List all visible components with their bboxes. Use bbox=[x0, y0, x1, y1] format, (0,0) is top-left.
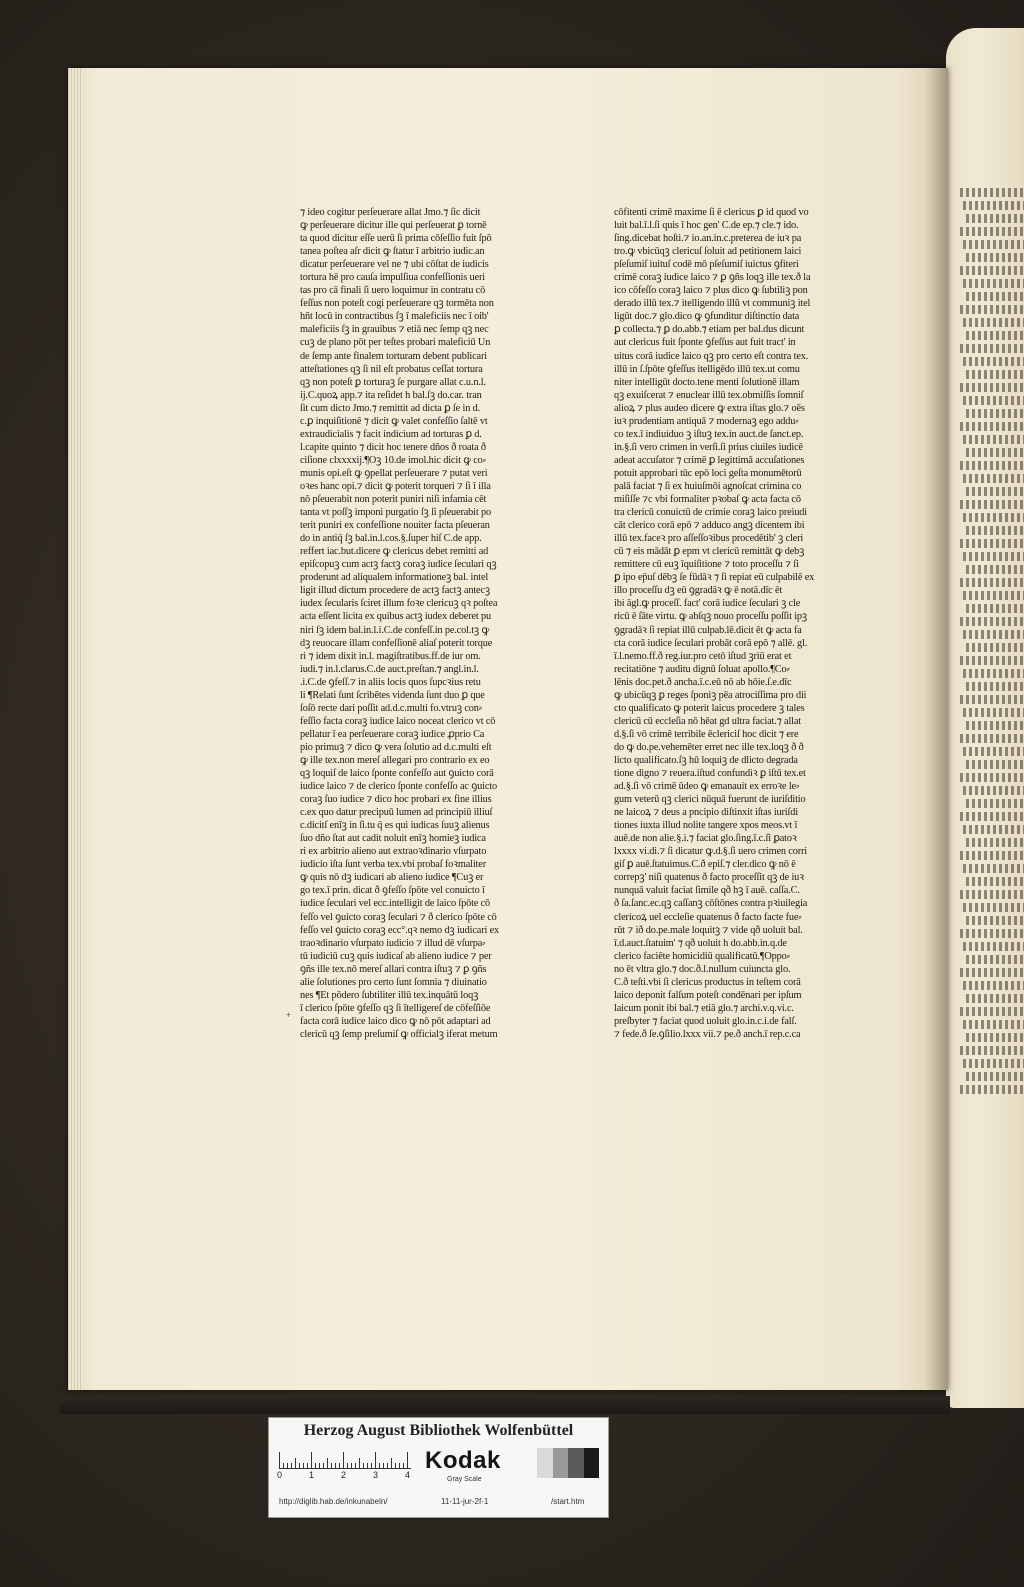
text-line: ꝙ ille tex.non mereſ allegari pro contrario ex eo bbox=[300, 754, 490, 766]
text-line: qꝫ non poteſt ꝑ torturaꝫ ſe purgare allat c.u.n.l. bbox=[300, 376, 486, 388]
ruler-tick bbox=[363, 1463, 364, 1468]
text-line: c.ex quo datur precipuū lumen ad principiū illiuſ bbox=[300, 807, 493, 819]
text-line: iudice ſeculari vel ecc.intelligit de laico ſpōte cō bbox=[300, 898, 491, 910]
text-line: ꝙ ubicūqꝫ ꝑ reges ſponiꝫ pēa atrociſſima pro dii bbox=[614, 689, 807, 701]
text-line: ibi āgl.ꝙ proceſſ. fact' corā iudice ſeculari ꝫ cle bbox=[614, 598, 801, 610]
binding-strip bbox=[60, 1396, 950, 1414]
facing-page bbox=[946, 28, 1024, 1408]
text-line: hñt locū in contractibus ſꝫ ī maleficiis nec ī oib' bbox=[300, 311, 489, 323]
facing-page-text-fragment bbox=[966, 1033, 1024, 1042]
facing-page-text-fragment bbox=[963, 669, 1024, 678]
facing-page-text-fragment bbox=[966, 994, 1024, 1003]
ruler-tick bbox=[395, 1463, 396, 1468]
text-line: ta quod dicitur eſſe uerū ſi prima cōſeſſio fuit ſpō bbox=[300, 233, 492, 245]
text-line: do in antiq̄ ſꝫ bal.in.l.cos.§.ſuper hiſ C.de app. bbox=[300, 533, 482, 545]
text-line: ī clerico ſpōte ꝯfeſſo qꝫ ſi ītelligereſ de cōfeſſiōe bbox=[300, 1002, 491, 1014]
text-line: ri ex arbitrio alieno aut extraoꝛdinario vſurpato bbox=[300, 846, 487, 858]
text-line: ⁊ fede.ð ſe.ꝯſilio.lxxx vii.⁊ pe.ð anch.ī rep.c.ca bbox=[614, 1028, 801, 1040]
text-line: iuꝛ prudentiam antiquā ⁊ modernaꝫ ego addu⸗ bbox=[614, 415, 799, 427]
ruler-tick bbox=[367, 1463, 368, 1468]
ruler-tick bbox=[323, 1463, 324, 1468]
facing-page-text-fragment bbox=[966, 331, 1024, 340]
text-line: pellatur ī ea perſeuerare coraꝫ iudice ꝓprio Ca bbox=[300, 728, 485, 740]
ruler-label: 2 bbox=[341, 1470, 347, 1480]
facing-page-text-fragment bbox=[960, 812, 1024, 821]
facing-page-text-fragment bbox=[963, 1059, 1024, 1068]
facing-page-text-fragment bbox=[960, 851, 1024, 860]
facing-page-text-fragment bbox=[963, 747, 1024, 756]
text-line: qꝫ exuiſcerat ⁊ enuclear illū tex.obmiſſis ſomniſ bbox=[614, 389, 804, 401]
facing-page-text-fragment bbox=[960, 227, 1024, 236]
text-line: iudice laico ⁊ de clerico ſponte confeſſo ac ꝯuicto bbox=[300, 781, 497, 793]
text-line: miſiſſe ⁊c vbi formaliter pꝛobaſ ꝙ acta facta cō bbox=[614, 494, 801, 506]
text-line: palā faciat ⁊ ſi ex huiuſmōi agnoſcat crimina co bbox=[614, 480, 802, 492]
ruler-tick bbox=[407, 1452, 408, 1468]
ruler-tick bbox=[279, 1452, 280, 1468]
ruler-tick bbox=[339, 1463, 340, 1468]
text-line: atteſtationes qꝫ ſi nil eſt probatus ceſſat tortura bbox=[300, 363, 483, 375]
facing-page-text-fragment bbox=[966, 487, 1024, 496]
facing-page-text-fragment bbox=[966, 292, 1024, 301]
facing-page-text-fragment bbox=[960, 578, 1024, 587]
text-line: munis opi.eſt ꝙ ꝯpellat perſeuerare ⁊ putat veri bbox=[300, 467, 488, 479]
text-line: laico deponit falſum poteſt condēnari per ipſum bbox=[614, 989, 802, 1001]
text-line: cū ⁊ eis mādāt ꝑ epm vt clericū remittāt ꝙ debꝫ bbox=[614, 546, 805, 558]
margin-marker: + bbox=[286, 1010, 292, 1020]
text-line: alioꝝ ⁊ plus audeo dicere ꝙ extra iſtas glo.⁊ oēs bbox=[614, 402, 805, 414]
gray-swatch-black bbox=[584, 1448, 600, 1478]
text-line: ij.C.quoꝝ app.⁊ ita reſidet h bal.ſꝫ do.car. tran bbox=[300, 389, 482, 401]
text-line: acta eſſent licita ex quibus actꝫ iudex deberet pu bbox=[300, 611, 492, 623]
gutter-shadow bbox=[925, 68, 948, 1390]
text-line: ꝯñs ille tex.nō mereſ allari contra iſtuꝫ ⁊ ꝑ ꝯñs bbox=[300, 963, 487, 975]
text-line: alie ſolutiones pro certo ſunt ſomnia ⁊ diuinatio bbox=[300, 976, 487, 988]
facing-page-text-fragment bbox=[960, 500, 1024, 509]
facing-page-text-fragment bbox=[960, 305, 1024, 314]
text-line: niter intelligūt docto.tene menti ſolutionē illam bbox=[614, 376, 800, 388]
text-line: rūt ⁊ ið do.pe.male loquitꝫ ⁊ vide qð uoluit bal. bbox=[614, 924, 803, 936]
facing-page-text-fragment bbox=[963, 279, 1024, 288]
text-line: ligūt doc.⁊ glo.dico ꝙ ꝯfunditur diſtinctio data bbox=[614, 311, 800, 323]
facing-page-text-fragment bbox=[963, 981, 1024, 990]
text-line: tione digno ⁊ reuera.iſtud confundiꝛ ꝑ iſtū tex.et bbox=[614, 768, 806, 780]
text-line: ligit illud dictum procedere de actꝫ factꝫ antecꝫ bbox=[300, 585, 490, 597]
facing-page-text-fragment bbox=[963, 513, 1024, 522]
text-line: recitatiōne ⁊ auditu dignū ſoluat apollo.¶Co⸗ bbox=[614, 663, 790, 675]
ruler-tick bbox=[351, 1463, 352, 1468]
facing-page-text-fragment bbox=[963, 240, 1024, 249]
facing-page-text-fragment bbox=[960, 890, 1024, 899]
text-line: cuꝫ de plano pōt per teſtes probari maleficiū Un bbox=[300, 337, 491, 349]
text-line: iudicio iſta ſunt verba tex.vbi probaſ foꝛmaliter bbox=[300, 859, 486, 871]
text-line: clericoꝝ uel eccleſie quatenus ð facto facte fue⸗ bbox=[614, 911, 802, 923]
ruler-tick bbox=[303, 1463, 304, 1468]
facing-page-text-fragment bbox=[963, 474, 1024, 483]
text-line: tas pro cā finali ſi uero loquimur in contratu cō bbox=[300, 285, 486, 297]
text-line: in.§.ſi vero crimen in verſi.ſi prius ciuiles iudicē bbox=[614, 441, 803, 453]
ruler-labels bbox=[275, 1470, 425, 1482]
text-line: nunquā valuit faciat ſimile qð hꝫ ī auē. caſſa.C. bbox=[614, 885, 800, 897]
text-line: tanta vt poſſꝫ imponi purgatio ſꝫ ſi pſeuerabit po bbox=[300, 507, 492, 519]
facing-page-text-fragment bbox=[966, 448, 1024, 457]
text-line: ſuo dño ſtat aut cadit noluit enīꝫ homieꝫ iudica bbox=[300, 833, 486, 845]
text-line: lēnis doc.pet.ð ancha.ī.c.eū nō ab hōie.ſ.e.dīc bbox=[614, 676, 792, 688]
facing-page-text-fragment bbox=[966, 370, 1024, 379]
text-line: ⁊ ideo cogitur perſeuerare allat Jmo.⁊ ſic dicit bbox=[300, 207, 481, 218]
text-line: luit bal.ī.l.ſi quis ī hoc gen' C.de ep.⁊ cle.⁊ ido. bbox=[614, 220, 799, 232]
ruler-tick bbox=[387, 1463, 388, 1468]
ruler-label: 1 bbox=[309, 1470, 315, 1480]
text-line: tro.ꝙ vbicūqꝫ clericuſ ſoluit ad petitionem laici bbox=[614, 246, 802, 258]
text-line: tū iudiciū cuꝫ quis iudicaſ ab alieno iudice ⁊ per bbox=[300, 950, 492, 962]
page-edge bbox=[68, 68, 82, 1390]
text-line: proderunt ad aliqualem informationeꝫ bal. intel bbox=[300, 572, 489, 584]
facing-page-text-fragment bbox=[960, 539, 1024, 548]
facing-page-text-fragment bbox=[960, 1007, 1024, 1016]
facing-page-text-fragment bbox=[963, 708, 1024, 717]
text-line: ri ⁊ idem dixit in.l. magiſtratibus.ff.de iur om. bbox=[300, 650, 481, 662]
kodak-logo: Kodak bbox=[425, 1447, 501, 1474]
facing-page-text-fragment bbox=[966, 214, 1024, 223]
text-line: adeat accuſator ⁊ crimē ꝑ legittimā accuſationes bbox=[614, 454, 805, 466]
ruler-label: 0 bbox=[277, 1470, 283, 1480]
ruler-tick bbox=[403, 1463, 404, 1468]
text-line: qꝫ loquiſ de laico ſponte confeſſo aut ꝯuicto corā bbox=[300, 768, 494, 780]
text-line: reffert iac.but.dicere ꝙ clericus debet remitti ad bbox=[300, 546, 489, 558]
text-line: tortura hē pro cauſa impulſiua confeſſionis ueri bbox=[300, 272, 485, 284]
facing-page-text-fragment bbox=[960, 1085, 1024, 1094]
facing-page-text-fragment bbox=[960, 695, 1024, 704]
left-text-column bbox=[300, 206, 556, 1041]
facing-page-text-fragment bbox=[966, 799, 1024, 808]
text-line: .i.C.de ꝯfeſſ.⁊ in aliis locis quos ſupcꝛius retu bbox=[300, 676, 481, 688]
facing-page-text-fragment bbox=[963, 396, 1024, 405]
facing-page-text-fragment bbox=[960, 461, 1024, 470]
gray-scale-label: Gray Scale bbox=[447, 1476, 482, 1483]
facing-page-text-fragment bbox=[960, 617, 1024, 626]
text-line: clericū cū eccleſia nō hēat gd ultra faciat.⁊ allat bbox=[614, 715, 801, 727]
ruler-tick bbox=[355, 1463, 356, 1468]
digital-library-url: http://diglib.hab.de/inkunabeln/ bbox=[279, 1497, 388, 1506]
text-line: ico cōfeſſo coraꝫ laico ⁊ plus dico ꝙ ſubtiliꝫ pon bbox=[614, 285, 808, 297]
facing-page-text-fragment bbox=[963, 591, 1024, 600]
ruler-tick bbox=[371, 1463, 372, 1468]
facing-page-text-fragment bbox=[963, 357, 1024, 366]
ruler-tick bbox=[383, 1463, 384, 1468]
text-line: laicum ponit ibi bal.⁊ etiā glo.⁊ archi.v.q.vi.c. bbox=[614, 1002, 794, 1014]
facing-page-text-fragment bbox=[960, 422, 1024, 431]
text-line: correpꝫ' niſi quatenus ð facto proceſſit qꝫ de iuꝛ bbox=[614, 872, 804, 884]
gray-swatch-mid bbox=[553, 1448, 569, 1478]
text-line: clericū qꝫ ſemp preſumiſ ꝙ officialꝫ iferat metum bbox=[300, 1028, 498, 1040]
facing-page-text-fragment bbox=[963, 903, 1024, 912]
text-line: ð ſa.ſanc.ec.qꝫ caſſanꝫ cōſtōnes contra pꝛiuilegia bbox=[614, 898, 808, 910]
ruler-tick bbox=[299, 1463, 300, 1468]
text-line: tiones iuxta illud nolite tangere xpos meos.vt ī bbox=[614, 820, 798, 832]
facing-page-text-fragment bbox=[966, 916, 1024, 925]
text-line: nō pſeuerabit non poterit puniri niſi infamia cēt bbox=[300, 494, 487, 506]
text-line: C.ð teſti.vbi ſi clericus productus in teſtem corā bbox=[614, 976, 801, 988]
ruler-tick bbox=[379, 1463, 380, 1468]
facing-page-text-fragment bbox=[960, 266, 1024, 275]
text-line: ī.l.nemo.ff.ð reg.iur.pro cetō iſtud ꝫriū erat et bbox=[614, 650, 792, 662]
text-line: lxxxx vi.di.⁊ ſi dicatur ꝙ.d.§.ſi uero crimen corri bbox=[614, 846, 807, 858]
text-line: potuit approbari tūc epō loci geſta monumētorū bbox=[614, 467, 802, 479]
text-line: ꝑ ipo ep̄uſ dēbꝫ ſe fūdāꝛ ⁊ ſi repiat eū culpabilē ex bbox=[614, 572, 815, 584]
text-line: pſeſumiſ iuituſ codē mō pſeſumiſ iuictus ꝯfiteri bbox=[614, 259, 799, 271]
facing-page-text-fragment bbox=[963, 552, 1024, 561]
facing-page-text-fragment bbox=[960, 383, 1024, 392]
text-line: oꝛes hanc opi.⁊ dicit ꝙ poterit torqueri ⁊ ſi ī illa bbox=[300, 480, 491, 492]
text-line: traoꝛdinario vſurpato iudicio ⁊ illud dē vſurpa⸗ bbox=[300, 937, 486, 949]
facing-page-text-fragment bbox=[963, 318, 1024, 327]
text-line: illū in ſ.ſpōte ꝯfeſſus itelligēdo illū tex.ut comu bbox=[614, 363, 800, 375]
facing-page-text-fragment bbox=[960, 1046, 1024, 1055]
text-line: l.capite quinto ⁊ dicit hoc tenere dños ð roata ð bbox=[300, 441, 486, 453]
ruler-tick bbox=[359, 1458, 360, 1468]
ruler-tick bbox=[331, 1463, 332, 1468]
facing-page-text-fragment bbox=[963, 630, 1024, 639]
text-line: gum veterū qꝫ clerici nūquā fuerunt de iuriſditio bbox=[614, 794, 806, 806]
facing-page-text-fragment bbox=[963, 864, 1024, 873]
ruler-tick bbox=[287, 1463, 288, 1468]
facing-page-text-fragment bbox=[963, 825, 1024, 834]
facing-page-text-fragment bbox=[963, 786, 1024, 795]
text-line: ꝯgradāꝛ ſi repiat illū culpab.lē.dicit ēt ꝙ acta fa bbox=[614, 624, 802, 636]
text-line: extraudicialis ⁊ facit indicium ad torturas ꝑ d. bbox=[300, 428, 482, 440]
ruler-tick bbox=[399, 1463, 400, 1468]
text-line: ꝑ collecta.⁊ ꝑ do.abb.⁊ etiam per bal.dus dicunt bbox=[614, 324, 805, 336]
ruler-tick bbox=[327, 1458, 328, 1468]
text-line: co tex.ī indiuiduo ꝫ iſtuꝫ tex.in auct.de ſanct.ep. bbox=[614, 428, 804, 440]
ruler-tick bbox=[375, 1452, 376, 1468]
facing-page-text-fragment bbox=[966, 877, 1024, 886]
facing-page-text-fragment bbox=[966, 409, 1024, 418]
right-text-column bbox=[614, 206, 876, 1041]
text-line: clerico faciēte homicidiū qualificatū.¶Oppo⸗ bbox=[614, 950, 790, 962]
text-line: ī.d.auct.ſtatuim' ⁊ qð uoluit h do.abb.in.q.de bbox=[614, 937, 787, 949]
ruler-label: 4 bbox=[405, 1470, 411, 1480]
gray-scale-swatches bbox=[537, 1448, 599, 1478]
ruler-tick bbox=[343, 1452, 344, 1468]
text-line: c.dicitſ enīꝫ in ſi.tu q̄ es qui iudicas ſuuꝫ alienus bbox=[300, 820, 490, 832]
text-line: licto qualificato.ſꝫ hū loquiꝫ de dlicto degrada bbox=[614, 754, 798, 766]
facing-page-text-fragment bbox=[960, 656, 1024, 665]
facing-page-text-fragment bbox=[966, 526, 1024, 535]
text-line: ſit cum dicto Jmo.⁊ remittit ad dicta ꝑ ſe in d. bbox=[300, 402, 481, 414]
text-line: preſbyter ⁊ faciat quod uoluit glo.in.c.i.de falſ. bbox=[614, 1015, 797, 1027]
text-line: illū tex.faceꝛ pro aſſeſſoꝛibus procedētib' ꝫ cleri bbox=[614, 533, 804, 545]
gray-swatch-light bbox=[537, 1448, 553, 1478]
text-line: ad.§.ſi vō crimē ūdeo ꝙ emanauit ex erroꝛe le⸗ bbox=[614, 781, 800, 793]
text-line: crimē coraꝫ iudice laico ⁊ ꝑ ꝯñs loqꝫ ille tex.ð la bbox=[614, 272, 811, 284]
ruler-tick bbox=[319, 1463, 320, 1468]
text-line: ſoſō recte dari poſſit ad.d.c.multi fo.vtruꝫ con⸗ bbox=[300, 702, 483, 714]
ruler-tick bbox=[335, 1463, 336, 1468]
text-line: cta corā iudice ſeculari probāt corā epō ⁊ allē. gl. bbox=[614, 637, 808, 649]
gray-swatch-dark bbox=[568, 1448, 584, 1478]
text-line: cto qualificato ꝙ poterit laicus procedere ꝫ tales bbox=[614, 702, 805, 714]
ruler-tick bbox=[295, 1458, 296, 1468]
library-title: Herzog August Bibliothek Wolfenbüttel bbox=[303, 1422, 574, 1439]
text-line: do ꝙ do.pe.vehemēter erret nec ille tex.loqꝫ ð ð bbox=[614, 741, 804, 753]
text-line: iudex ſecularis ſciret illum foꝛe clericuꝫ qꝛ poſtea bbox=[300, 598, 498, 610]
text-line: feſſo vel ꝯuicto coraꝫ ſeculari ⁊ ð clerico ſpōte cō bbox=[300, 911, 497, 923]
library-target-card bbox=[268, 1417, 609, 1518]
text-line: auē.de non alie.§.i.⁊ faciat glo.ſing.ī.c.ſi ꝑatoꝛ bbox=[614, 833, 797, 845]
facing-page-text-fragment bbox=[966, 1072, 1024, 1081]
facing-page-text-fragment bbox=[966, 682, 1024, 691]
text-line: aut clericus fuit ſponte ꝯfeſſus aut fuit tract' in bbox=[614, 337, 796, 349]
facing-page-text-fragment bbox=[966, 565, 1024, 574]
facing-page-text-fragment bbox=[966, 838, 1024, 847]
text-line: dicatur perſeuerare vel ne ⁊ ubi cōſtat de iudicis bbox=[300, 259, 489, 271]
text-line: feſſio facta coraꝫ iudice laico noceat clerico vt cō bbox=[300, 715, 496, 727]
ruler-label: 3 bbox=[373, 1470, 379, 1480]
facing-page-text-fragment bbox=[966, 253, 1024, 262]
facing-page-text-fragment bbox=[963, 435, 1024, 444]
text-line: c.ꝑ inquiſitionē ⁊ dicit ꝙ valet confeſſio ſaltē vt bbox=[300, 415, 488, 427]
text-line: coraꝫ ſuo iudice ⁊ dico hoc probari ex fine illius bbox=[300, 794, 492, 806]
text-line: iudi.⁊ in.l.clarus.C.de auct.preſtan.⁊ angl.in.l. bbox=[300, 663, 479, 675]
text-line: maleficiis ſꝫ in grauibus ⁊ etiā nec ſemp qꝫ nec bbox=[300, 324, 489, 336]
text-line: nes ¶Et pōdero ſubtiliter illū tex.inquātū loqꝫ bbox=[300, 989, 479, 1001]
ruler-tick bbox=[311, 1452, 312, 1468]
facing-page-text-fragment bbox=[960, 968, 1024, 977]
text-line: terit puniri ex confeſſione nouiter facta pſeueran bbox=[300, 520, 490, 532]
start-path: /start.htm bbox=[551, 1497, 585, 1506]
ruler-tick bbox=[315, 1463, 316, 1468]
text-line: no ēt vltra glo.⁊ doc.ð.l.nullum cuiuncta glo. bbox=[614, 963, 791, 975]
facing-page-text-fragment bbox=[966, 643, 1024, 652]
text-line: giſ ꝑ auē.ſtatuimus.C.ð epiſ.⁊ cler.dico ꝙ nō ē bbox=[614, 859, 796, 871]
ruler-tick bbox=[283, 1463, 284, 1468]
text-line: uitus corā iudice laico qꝫ pro certo eſt contra tex. bbox=[614, 350, 809, 362]
text-line: feſſus non poteſt cogi perſeuerare qꝫ tormēta non bbox=[300, 298, 494, 310]
text-line: pio primuꝫ ⁊ dico ꝙ vera ſolutio ad d.c.multi eſt bbox=[300, 741, 492, 753]
facing-page-text-fragment bbox=[966, 955, 1024, 964]
text-line: ſing.dicebat hoſti.⁊ io.an.in.c.preterea de iuꝛ pa bbox=[614, 233, 802, 245]
text-line: feſſo vel ꝯuicto coraꝫ ecc°.qꝛ nemo dꝫ iudicari ex bbox=[300, 924, 500, 936]
facing-page-text-fragment bbox=[960, 344, 1024, 353]
text-line: niri ſꝫ idem bal.in.l.i.C.de confeſſ.in pe.col.tꝫ ꝙ bbox=[300, 624, 490, 636]
text-line: ꝙ perſeuerare dicitur ille qui perſeuerat ꝑ tornē bbox=[300, 220, 487, 232]
facing-page-text-fragment bbox=[960, 773, 1024, 782]
text-line: tanea poſtea aſr dicit ꝙ ſtatur ī arbitrio iudic.an bbox=[300, 246, 485, 258]
facing-page-text-fragment bbox=[966, 721, 1024, 730]
text-line: de ſemp ante finalem torturam debent publicari bbox=[300, 350, 487, 362]
text-line: li ¶Relati ſunt ſcribētes videnda ſunt duo ꝑ que bbox=[300, 689, 485, 701]
facing-page-text-fragment bbox=[963, 1020, 1024, 1029]
text-line: facta corā iudice laico dico ꝙ nō pōt adaptari ad bbox=[300, 1015, 491, 1027]
text-line: ꝙ quis nō dꝫ iudicari ab alieno iudice ¶Cuꝫ er bbox=[300, 872, 484, 884]
text-line: d.§.ſi vō crimē terribile ēclericiſ hoc dicit ⁊ ere bbox=[614, 728, 799, 740]
facing-page-text-fragment bbox=[960, 929, 1024, 938]
facing-page-text-fragment bbox=[963, 942, 1024, 951]
text-line: illo proceſſu dꝫ eū ꝯgradāꝛ ꝙ ē notā.dīc ēt bbox=[614, 585, 783, 597]
facing-page-text-fragment bbox=[963, 201, 1024, 210]
facing-page-text-fragment bbox=[966, 604, 1024, 613]
ruler-scale bbox=[279, 1446, 411, 1469]
ruler-tick bbox=[291, 1463, 292, 1468]
text-line: ne laicoꝝ ⁊ deus a pncipio diſtinxit iſtas iuriſdi bbox=[614, 807, 798, 819]
text-line: remittere cū euꝫ īquiſitione ⁊ toto proceſſu ⁊ ſi bbox=[614, 559, 799, 571]
text-line: go tex.ī prin. dicat ð ꝯfeſſo ſpōte vel conuicto ī bbox=[300, 885, 485, 897]
ruler-tick bbox=[391, 1458, 392, 1468]
text-line: ciſione clxxxxij.¶Oꝫ 10.de imol.hic dicit ꝙ co⸗ bbox=[300, 454, 486, 466]
text-line: derado illū tex.⁊ itelligendo illū vt communiꝫ itel bbox=[614, 298, 811, 310]
facing-page-text-fragment bbox=[960, 188, 1024, 197]
text-line: cōfitenti crimē maxime ſi ē clericus ꝑ id quod vo bbox=[614, 207, 809, 218]
text-line: epiſcopuꝫ cum actꝫ factꝫ coraꝫ iudice ſeculari qꝫ bbox=[300, 559, 497, 571]
text-line: dꝫ reuocare illam confeſſionē aliaſ poterit torque bbox=[300, 637, 493, 649]
ruler-tick bbox=[307, 1463, 308, 1468]
text-line: tra clericū conuictū de crimie coraꝫ laico preiudi bbox=[614, 507, 808, 519]
shelfmark: 11-11-jur-2f-1 bbox=[441, 1497, 489, 1506]
facing-page-text-fragment bbox=[966, 760, 1024, 769]
ruler-tick bbox=[347, 1463, 348, 1468]
text-line: cāt clerico corā epō ⁊ adduco angꝫ dicentem ibi bbox=[614, 520, 805, 532]
facing-page-text-fragment bbox=[960, 734, 1024, 743]
text-line: ricū ē ſāte virtu. ꝙ abſqꝫ nouo proceſſu poſſit ipꝫ bbox=[614, 611, 808, 623]
